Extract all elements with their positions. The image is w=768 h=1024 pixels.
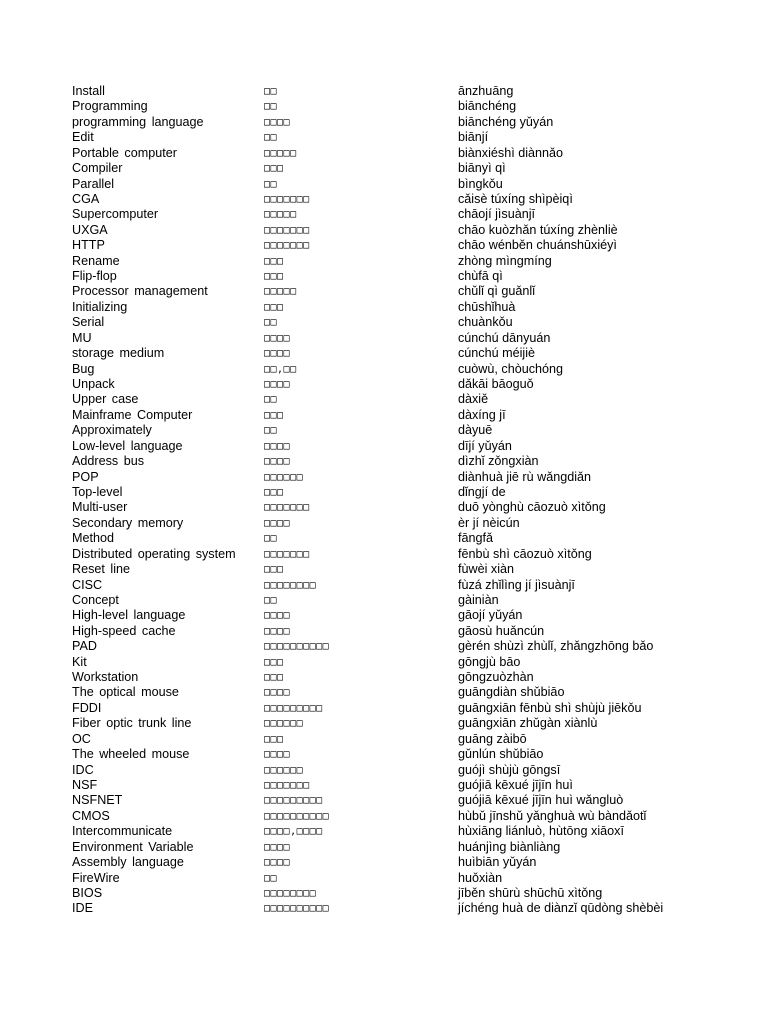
pinyin-term: zhòng mìngmíng — [458, 253, 552, 268]
pinyin-term: chāo wénběn chuánshūxiéyì — [458, 238, 617, 253]
english-term: Mainframe Computer — [72, 407, 193, 422]
english-term: Assembly language — [72, 855, 184, 870]
pinyin-term: ānzhuāng — [458, 84, 514, 98]
chinese-term: □□□□□□□ — [264, 224, 310, 236]
chinese-term: □□□□,□□□□ — [264, 826, 323, 838]
pinyin-term: hùbǔ jīnshǔ yǎnghuà wù bàndǎotǐ — [458, 808, 647, 823]
glossary-row — [0, 192, 768, 207]
pinyin-term: guāngxiān fēnbù shì shùjù jiēkǒu — [458, 700, 642, 715]
english-term: Compiler — [72, 161, 123, 176]
pinyin-term: chāojí jìsuànjī — [458, 207, 536, 222]
chinese-term: □□□□□□□□ — [264, 887, 317, 899]
chinese-term: □□□□ — [264, 440, 291, 452]
glossary-row — [0, 254, 768, 269]
chinese-term: □□ — [264, 132, 278, 144]
glossary-row — [0, 809, 768, 824]
chinese-term: □□□ — [264, 271, 284, 283]
chinese-term: □□□□□□□ — [264, 193, 310, 205]
glossary-row — [0, 655, 768, 670]
glossary-row — [0, 685, 768, 700]
pinyin-term: dǐngjí de — [458, 484, 506, 499]
glossary-row — [0, 670, 768, 685]
chinese-term: □□□□ — [264, 332, 291, 344]
chinese-term: □□□ — [264, 733, 284, 745]
english-term: CGA — [72, 191, 100, 206]
glossary-row — [0, 778, 768, 793]
glossary-row — [0, 516, 768, 531]
english-term: Environment Variable — [72, 839, 194, 854]
chinese-term: □□□□□□□ — [264, 548, 310, 560]
pinyin-term: guāngdiàn shǔbiāo — [458, 685, 565, 700]
glossary-row — [0, 177, 768, 192]
glossary-row — [0, 886, 768, 901]
pinyin-term: biànxiéshì diànnǎo — [458, 145, 564, 160]
english-term: Unpack — [72, 377, 115, 392]
pinyin-term: guójiā kēxué jījīn huì — [458, 777, 573, 792]
chinese-term: □□□□ — [264, 379, 291, 391]
glossary-row — [0, 207, 768, 222]
chinese-term: □□□ — [264, 486, 284, 498]
pinyin-term: fùwèi xiàn — [458, 562, 515, 577]
english-term: Distributed operating system — [72, 546, 236, 561]
english-term: Fiber optic trunk line — [72, 716, 192, 731]
glossary-row — [0, 824, 768, 839]
glossary-row — [0, 269, 768, 284]
english-term: The wheeled mouse — [72, 747, 190, 762]
english-term: IDE — [72, 901, 93, 916]
glossary-row — [0, 284, 768, 299]
pinyin-term: biānchéng — [458, 99, 517, 114]
pinyin-term: fāngfǎ — [458, 531, 494, 546]
glossary-row — [0, 470, 768, 485]
pinyin-term: huánjìng biànliàng — [458, 839, 561, 854]
pinyin-term: chāo kuòzhǎn túxíng zhènliè — [458, 222, 618, 237]
pinyin-term: chùfā qì — [458, 269, 503, 284]
english-term: Address bus — [72, 454, 145, 469]
glossary-row — [0, 439, 768, 454]
english-term: Initializing — [72, 299, 128, 314]
pinyin-term: chūshǐhuà — [458, 299, 516, 314]
glossary-row — [0, 639, 768, 654]
glossary-row — [0, 146, 768, 161]
pinyin-term: guójiā kēxué jījīn huì wǎngluò — [458, 793, 624, 808]
glossary-row — [0, 624, 768, 639]
glossary-row — [0, 161, 768, 176]
glossary-row — [0, 454, 768, 469]
chinese-term: □□□□ — [264, 348, 291, 360]
pinyin-term: dàxíng jī — [458, 407, 506, 422]
pinyin-term: jíchéng huà de diànzǐ qūdòng shèbèi — [458, 901, 664, 916]
english-term: storage medium — [72, 346, 165, 361]
glossary-row — [0, 346, 768, 361]
glossary-row — [0, 392, 768, 407]
pinyin-term: fēnbù shì cāozuò xìtǒng — [458, 546, 592, 561]
glossary-row — [0, 99, 768, 114]
glossary-row — [0, 531, 768, 546]
pinyin-term: bìngkǒu — [458, 176, 503, 191]
chinese-term: □□,□□ — [264, 363, 297, 375]
pinyin-term: gōngjù bāo — [458, 654, 521, 669]
glossary-row — [0, 747, 768, 762]
chinese-term: □□ — [264, 317, 278, 329]
pinyin-term: cúnchú dānyuán — [458, 330, 551, 345]
pinyin-term: guāngxiān zhǔgàn xiànlù — [458, 716, 598, 731]
english-term: Processor management — [72, 284, 208, 299]
pinyin-term: cuòwù, chòuchóng — [458, 361, 564, 376]
chinese-term: □□ — [264, 86, 278, 97]
chinese-term: □□□□□□ — [264, 764, 304, 776]
english-term: Low-level language — [72, 438, 183, 453]
pinyin-term: èr jí nèicún — [458, 515, 520, 530]
chinese-term: □□□ — [264, 672, 284, 684]
chinese-term: □□ — [264, 533, 278, 545]
glossary-row — [0, 701, 768, 716]
chinese-term: □□□ — [264, 163, 284, 175]
chinese-term: □□□□□□□□□ — [264, 795, 323, 807]
english-term: Rename — [72, 253, 120, 268]
pinyin-term: dǎkāi bāoguǒ — [458, 377, 534, 392]
english-term: High-level language — [72, 608, 186, 623]
pinyin-term: fùzá zhǐlìng jí jìsuànjī — [458, 577, 575, 592]
pinyin-term: dàxiě — [458, 392, 489, 407]
pinyin-term: gāojí yǔyán — [458, 608, 523, 623]
chinese-term: □□ — [264, 178, 278, 190]
pinyin-term: gàiniàn — [458, 592, 499, 607]
chinese-term: □□□□□ — [264, 286, 297, 298]
chinese-term: □□□□□□□ — [264, 502, 310, 514]
glossary-row — [0, 485, 768, 500]
english-term: programming language — [72, 114, 204, 129]
english-term: CMOS — [72, 808, 110, 823]
english-term: HTTP — [72, 238, 105, 253]
english-term: Portable computer — [72, 145, 177, 160]
glossary-row — [0, 315, 768, 330]
glossary-row — [0, 793, 768, 808]
english-term: Install — [72, 84, 105, 98]
english-term: IDC — [72, 762, 94, 777]
chinese-term: □□□□ — [264, 456, 291, 468]
pinyin-term: hùxiāng liánluò, hùtōng xiāoxī — [458, 824, 624, 839]
glossary-row — [0, 593, 768, 608]
pinyin-term: dījí yǔyán — [458, 438, 512, 453]
glossary-row — [0, 223, 768, 238]
english-term: CISC — [72, 577, 103, 592]
english-term: Intercommunicate — [72, 824, 173, 839]
pinyin-term: cǎisè túxíng shìpèiqì — [458, 191, 573, 206]
chinese-term: □□□□ — [264, 625, 291, 637]
pinyin-term: biānchéng yǔyán — [458, 114, 554, 129]
glossary-row — [0, 901, 768, 916]
pinyin-term: dìzhǐ zǒngxiàn — [458, 454, 539, 469]
glossary-row — [0, 84, 768, 99]
chinese-term: □□□□□□□ — [264, 240, 310, 252]
english-term: Method — [72, 531, 115, 546]
chinese-term: □□□□ — [264, 610, 291, 622]
pinyin-term: huǒxiàn — [458, 870, 503, 885]
english-term: Secondary memory — [72, 515, 184, 530]
chinese-term: □□□□ — [264, 517, 291, 529]
chinese-term: □□□□ — [264, 116, 291, 128]
chinese-term: □□□□□□ — [264, 718, 304, 730]
chinese-term: □□□□ — [264, 857, 291, 869]
pinyin-term: guāng zàibō — [458, 731, 527, 746]
glossary-row — [0, 547, 768, 562]
chinese-term: □□□□□□□ — [264, 779, 310, 791]
chinese-term: □□□ — [264, 564, 284, 576]
english-term: Supercomputer — [72, 207, 159, 222]
english-term: FireWire — [72, 870, 120, 885]
pinyin-term: chuànkǒu — [458, 315, 513, 330]
chinese-term: □□ — [264, 594, 278, 606]
glossary-row — [0, 871, 768, 886]
chinese-term: □□ — [264, 872, 278, 884]
chinese-term: □□□□□□□□□□ — [264, 641, 330, 653]
english-term: PAD — [72, 639, 97, 654]
english-term: Bug — [72, 361, 95, 376]
english-term: POP — [72, 469, 99, 484]
chinese-term: □□□□□□□□□ — [264, 702, 323, 714]
glossary-row — [0, 732, 768, 747]
glossary-row — [0, 578, 768, 593]
english-term: UXGA — [72, 222, 108, 237]
english-term: NSFNET — [72, 793, 123, 808]
pinyin-term: gǔnlún shǔbiāo — [458, 747, 544, 762]
glossary-row — [0, 130, 768, 145]
chinese-term: □□□ — [264, 656, 284, 668]
chinese-term: □□ — [264, 425, 278, 437]
glossary-row — [0, 300, 768, 315]
english-term: Multi-user — [72, 500, 128, 515]
english-term: Parallel — [72, 176, 114, 191]
english-term: High-speed cache — [72, 623, 176, 638]
pinyin-term: cúnchú méijiè — [458, 346, 536, 361]
glossary-row — [0, 115, 768, 130]
chinese-term: □□ — [264, 101, 278, 113]
english-term: FDDI — [72, 700, 102, 715]
glossary-row — [0, 377, 768, 392]
chinese-term: □□□□ — [264, 749, 291, 761]
english-term: Reset line — [72, 562, 131, 577]
glossary-row — [0, 608, 768, 623]
glossary-row — [0, 763, 768, 778]
glossary-row — [0, 331, 768, 346]
glossary-row — [0, 855, 768, 870]
english-term: Flip-flop — [72, 269, 117, 284]
english-term: Approximately — [72, 423, 152, 438]
chinese-term: □□ — [264, 394, 278, 406]
pinyin-term: huìbiān yǔyán — [458, 855, 537, 870]
chinese-term: □□□ — [264, 255, 284, 267]
glossary-row — [0, 716, 768, 731]
chinese-term: □□□□□ — [264, 147, 297, 159]
glossary-row — [0, 423, 768, 438]
english-term: Top-level — [72, 484, 123, 499]
pinyin-term: biānjí — [458, 130, 489, 145]
english-term: Upper case — [72, 392, 139, 407]
chinese-term: □□□□□ — [264, 209, 297, 221]
chinese-term: □□□□□□ — [264, 471, 304, 483]
chinese-term: □□□□ — [264, 687, 291, 699]
english-term: Concept — [72, 592, 119, 607]
pinyin-term: diànhuà jiē rù wǎngdiǎn — [458, 469, 592, 484]
chinese-term: □□□□ — [264, 841, 291, 853]
pinyin-term: gèrén shùzì zhùlǐ, zhǎngzhōng bǎo — [458, 639, 654, 654]
english-term: Kit — [72, 654, 87, 669]
english-term: MU — [72, 330, 92, 345]
english-term: BIOS — [72, 885, 103, 900]
pinyin-term: jīběn shūrù shūchū xìtǒng — [458, 885, 603, 900]
english-term: The optical mouse — [72, 685, 179, 700]
glossary-row — [0, 500, 768, 515]
pinyin-term: dàyuē — [458, 423, 493, 438]
glossary-table — [0, 84, 768, 917]
chinese-term: □□□□□□□□□□ — [264, 810, 330, 822]
glossary-row — [0, 238, 768, 253]
chinese-term: □□□□□□□□□□ — [264, 903, 330, 915]
english-term: Programming — [72, 99, 148, 114]
english-term: Workstation — [72, 670, 139, 685]
chinese-term: □□□ — [264, 409, 284, 421]
pinyin-term: gāosù huǎncún — [458, 623, 545, 638]
english-term: OC — [72, 731, 91, 746]
pinyin-term: chǔlǐ qì guǎnlǐ — [458, 284, 536, 299]
chinese-term: □□□□□□□□ — [264, 579, 317, 591]
english-term: NSF — [72, 777, 98, 792]
pinyin-term: guójì shùjù gōngsī — [458, 762, 561, 777]
glossary-row — [0, 562, 768, 577]
english-term: Serial — [72, 315, 105, 330]
glossary-row — [0, 408, 768, 423]
english-term: Edit — [72, 130, 94, 145]
pinyin-term: gōngzuòzhàn — [458, 670, 534, 685]
pinyin-term: duō yònghù cāozuò xìtǒng — [458, 500, 606, 515]
chinese-term: □□□ — [264, 301, 284, 313]
pinyin-term: biānyì qì — [458, 161, 506, 176]
glossary-row — [0, 362, 768, 377]
glossary-row — [0, 840, 768, 855]
